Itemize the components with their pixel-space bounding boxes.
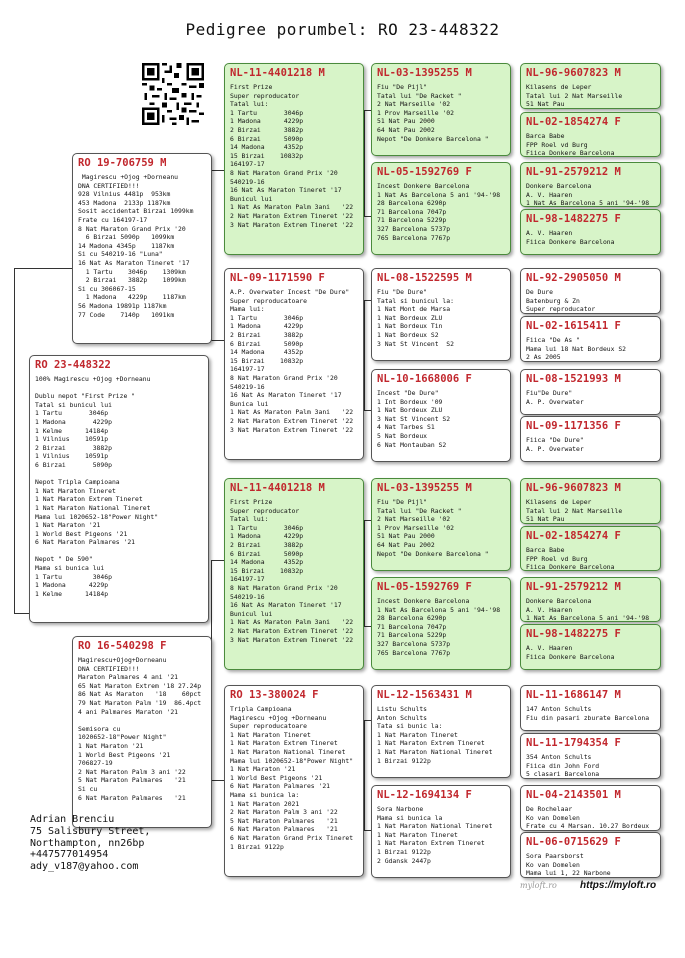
pigeon-card-mff	[371, 478, 511, 571]
ring-number: RO 23-448322	[35, 359, 111, 371]
pigeon-notes: De Rochelaar Ko van Domelen Frate cu 4 Marsan. 10.27 Bordeux	[526, 805, 650, 831]
pigeon-notes: Incest "De Dure" 1 Int Bordeux '09 1 Nat Bordeux ZLU 3 Nat St Vincent S2 4 Nat Tarbes S1 5 Nat Bordeux 6 Nat Montauban S2	[377, 389, 451, 449]
owner-contact: Adrian Brenciu 75 Salisbury Street, Northampton, nn26bp +447577014954 ady_v187@yahoo.com	[30, 814, 151, 873]
ring-number: NL-04-2143501 M	[526, 789, 621, 801]
ring-number: NL-09-1171356 F	[526, 420, 621, 432]
pigeon-notes: Kilasens de Leper Tatal lui 2 Nat Marseille 51 Nat Pau	[526, 83, 623, 109]
pigeon-card-g7	[520, 369, 661, 415]
pigeon-card-g9	[520, 478, 661, 524]
ring-number: RO 19-706759 M	[78, 157, 167, 169]
pigeon-notes: Incest Donkere Barcelona 1 Nat As Barcelona 5 ani '94-'98 28 Barcelona 6290p 71 Barcelona 7047p 71 Barcelona 5229p 327 Barcelona 5737p 765 Barcelona 7767p	[377, 182, 501, 242]
pigeon-card-subject	[29, 355, 209, 623]
ring-number: NL-91-2579212 M	[526, 581, 621, 593]
pigeon-notes: A.P. Overwater Incest "De Dure" Super reproducatoare Mama lui: 1 Tartu 3046p 1 Madona 4229p 2 Birzai 3882p 6 Birzai 5090p 14 Madona 4352p 15 Birzai 10832p 164197-17 8 Nat Maraton Grand Prix '20 540219-16 16 Nat As Maraton Tineret '17 Bunica lui 1 Nat As Maraton Palm 3ani '22 2 Nat Maraton Extrem Tineret '22 3 Nat Maraton Extrem Tineret '22	[230, 288, 354, 434]
pigeon-card-g10	[520, 526, 661, 571]
ring-number: NL-11-1686147 M	[526, 689, 621, 701]
pigeon-notes: Fiu"De Dure" A. P. Overwater	[526, 389, 584, 406]
ring-number: RO 16-540298 F	[78, 640, 167, 652]
ring-number: NL-11-1794354 F	[526, 737, 621, 749]
connector	[211, 780, 224, 781]
pigeon-notes: 147 Anton Schults Fiu din pasari zburate Barcelona	[526, 705, 650, 722]
pigeon-notes: First Prize Super reproducator Tatal lui: 1 Tartu 3046p 1 Madona 4229p 2 Birzai 3882p 6 Birzai 5090p 14 Madona 4352p 15 Birzai 10832p 164197-17 8 Nat Maraton Grand Prix '20 540219-16 16 Nat As Maraton Tineret '17 Bunicul lui 1 Nat As Maraton Palm 3ani '22 2 Nat Maraton Extrem Tineret '22 3 Nat Maraton Extrem Tineret '22	[230, 498, 354, 644]
pigeon-card-g11	[520, 577, 661, 622]
pigeon-notes: Barca Babe FPP Roel vd Burg Fiica Donkere Barcelona	[526, 546, 615, 571]
ring-number: NL-96-9607823 M	[526, 482, 621, 494]
pigeon-notes: Incest Donkere Barcelona 1 Nat As Barcelona 5 ani '94-'98 28 Barcelona 6290p 71 Barcelona 7047p 71 Barcelona 5229p 327 Barcelona 5737p 765 Barcelona 7767p	[377, 597, 501, 657]
pigeon-card-mother	[72, 636, 212, 828]
pigeon-card-mm	[224, 685, 364, 877]
ring-number: NL-11-4401218 M	[230, 482, 325, 494]
pigeon-notes: Fiica "De Dure" A. P. Overwater	[526, 436, 584, 453]
pigeon-card-g14	[520, 733, 661, 779]
connector	[364, 520, 365, 626]
ring-number: NL-98-1482275 F	[526, 628, 621, 640]
pigeon-notes: 100% Magirescu +Ojog +Dorneanu Dublu nepot "First Prize " Tatal si bunicul lui 1 Tartu 3046p 1 Madona 4229p 1 Kelme 14184p 1 Vilnius 10591p 2 Birzai 3882p 1 Vilnius 10591p 6 Birzai 5090p Nepot Tripla Campioana 1 Nat Maraton Tineret 1 Nat Maraton Extrem Tineret 1 Nat Maraton National Tineret Mama lui 1020652-18"Power Night" 1 Nat Maraton '21 1 World Best Pigeons '21 6 Nat Maraton Palmares '21 Nepot " De 590" Mama si bunica lui 1 Tartu 3046p 1 Madona 4229p 1 Kelme 14184p	[35, 375, 159, 598]
ring-number: NL-09-1171590 F	[230, 272, 325, 284]
pigeon-card-ff	[224, 63, 364, 255]
page-title: Pedigree porumbel: RO 23-448322	[185, 20, 500, 39]
pigeon-card-ffm	[371, 162, 511, 255]
pigeon-card-g4	[520, 209, 661, 255]
pigeon-card-g2	[520, 112, 661, 157]
ring-number: NL-96-9607823 M	[526, 67, 621, 79]
connector	[364, 720, 365, 830]
pigeon-notes: Kilasens de Leper Tatal lui 2 Nat Marseille 51 Nat Pau	[526, 498, 623, 524]
signature: myloft.ro	[520, 881, 557, 890]
ring-number: NL-02-1615411 F	[526, 320, 621, 332]
connector	[364, 830, 371, 831]
pigeon-notes: A. V. Haaren Fiica Donkere Barcelona	[526, 229, 615, 246]
pigeon-card-g1	[520, 63, 661, 109]
connector	[211, 560, 224, 561]
ring-number: NL-92-2905050 M	[526, 272, 621, 284]
ring-number: NL-12-1563431 M	[377, 689, 472, 701]
connector	[364, 110, 365, 216]
connector	[364, 300, 365, 410]
ring-number: NL-10-1668006 F	[377, 373, 472, 385]
pigeon-card-g12	[520, 624, 661, 670]
connector	[364, 300, 371, 301]
pigeon-notes: 354 Anton Schults Fiica din John Ford 5 clasari Barcelona	[526, 753, 600, 779]
ring-number: NL-91-2579212 M	[526, 166, 621, 178]
connector	[364, 110, 371, 111]
pigeon-notes: Tripla Campioana Magirescu +Ojog +Dorneanu Super reproducatoare 1 Nat Maraton Tineret 1 Nat Maraton Extrem Tineret 1 Nat Maraton National Tineret Mama lui 1020652-18"Power Night" 1 Nat Maraton '21 1 World Best Pigeons '21 6 Nat Maraton Palmares '21 Mama si bunica la: 1 Nat Maraton 2021 2 Nat Maraton Palm 3 ani '22 5 Nat Maraton Palmares '21 6 Nat Maraton Palmares '21 6 Nat Maraton Grand Prix Tineret 1 Birzai 9122p	[230, 705, 354, 851]
pigeon-notes: Fiu "De Pijl" Tatal lui "De Racket " 2 Nat Marseille '02 1 Prov Marseille '02 51 Nat Pau 2000 64 Nat Pau 2002 Nepot "De Donkere Barcelona "	[377, 498, 489, 558]
pigeon-card-g13	[520, 685, 661, 731]
pigeon-card-g5	[520, 268, 661, 314]
ring-number: NL-08-1522595 M	[377, 272, 472, 284]
connector	[364, 720, 371, 721]
ring-number: NL-08-1521993 M	[526, 373, 621, 385]
pigeon-card-g8	[520, 416, 661, 462]
connector	[364, 216, 371, 217]
ring-number: NL-06-0715629 F	[526, 836, 621, 848]
qr-code	[142, 63, 204, 125]
pigeon-card-mmf	[371, 685, 511, 778]
pigeon-notes: A. V. Haaren Fiica Donkere Barcelona	[526, 644, 615, 661]
pigeon-card-fmf	[371, 268, 511, 361]
pigeon-card-fff	[371, 63, 511, 156]
pigeon-card-g3	[520, 162, 661, 207]
ring-number: RO 13-380024 F	[230, 689, 319, 701]
pigeon-notes: Magirescu+Ojog+Dorneanu DNA CERTIFIED!!! Maraton Palmares 4 ani '21 65 Nat Maraton Extrem '18 27.24p 86 Nat As Maraton '18 60pct 79 Nat Maraton Palm '19 86.4pct 4 ani Palmares Maraton '21 Semisora cu 1020652-18"Power Night" 1 Nat Maraton '21 1 World Best Pigeons '21 706827-19 2 Nat Maraton Palm 3 ani '22 5 Nat Maraton Palmares '21 Si cu 6 Nat Maraton Palmares '21	[78, 656, 202, 802]
ring-number: NL-05-1592769 F	[377, 581, 472, 593]
pigeon-card-g16	[520, 832, 661, 878]
connector	[14, 268, 72, 269]
pigeon-notes: Barca Babe FPP Roel vd Burg Fiica Donkere Barcelona	[526, 132, 615, 157]
ring-number: NL-02-1854274 F	[526, 116, 621, 128]
pigeon-notes: Fiica "De As " Mama lui 18 Nat Bordeux S2 2 As 2005	[526, 336, 627, 362]
ring-number: NL-98-1482275 F	[526, 213, 621, 225]
ring-number: NL-03-1395255 M	[377, 67, 472, 79]
pigeon-notes: Donkere Barcelona A. V. Haaren 1 Nat As Barcelona 5 ani '94-'98	[526, 597, 650, 622]
pigeon-card-mfm	[371, 577, 511, 670]
ring-number: NL-12-1694134 F	[377, 789, 472, 801]
pigeon-card-fm	[224, 268, 364, 460]
connector	[364, 410, 371, 411]
ring-number: NL-03-1395255 M	[377, 482, 472, 494]
connector	[211, 170, 224, 171]
pigeon-card-mf	[224, 478, 364, 670]
pigeon-card-g6	[520, 316, 661, 362]
ring-number: NL-02-1854274 F	[526, 530, 621, 542]
pigeon-notes: Sora Paarsborst Ko van Domelen Mama lui 1, 22 Narbone	[526, 852, 611, 878]
connector	[211, 340, 224, 341]
pigeon-notes: Listu Schults Anton Schults Tata si bunic la: 1 Nat Maraton Tineret 1 Nat Maraton Extrem Tineret 1 Nat Maraton National Tineret 1 Birzai 9122p	[377, 705, 493, 765]
pigeon-notes: De Dure Batenburg & Zn Super reproducator	[526, 288, 596, 314]
ring-number: NL-11-4401218 M	[230, 67, 325, 79]
pigeon-card-fmm	[371, 369, 511, 462]
website-link[interactable]: https://myloft.ro	[580, 880, 657, 891]
pigeon-notes: First Prize Super reproducator Tatal lui: 1 Tartu 3046p 1 Madona 4229p 2 Birzai 3882p 6 Birzai 5090p 14 Madona 4352p 15 Birzai 10832p 164197-17 8 Nat Maraton Grand Prix '20 540219-16 16 Nat As Maraton Tineret '17 Bunicul lui 1 Nat As Maraton Palm 3ani '22 2 Nat Maraton Extrem Tineret '22 3 Nat Maraton Extrem Tineret '22	[230, 83, 354, 229]
connector	[14, 268, 15, 613]
pigeon-card-mmm	[371, 785, 511, 878]
pigeon-notes: Sora Narbone Mama si bunica la 1 Nat Maraton National Tineret 1 Nat Maraton Tineret 1 Nat Maraton Extrem Tineret 1 Birzai 9122p 2 Gdansk 2447p	[377, 805, 493, 865]
pigeon-card-g15	[520, 785, 661, 831]
pigeon-notes: Fiu "De Pijl" Tatal lui "De Racket " 2 Nat Marseille '02 1 Prov Marseille '02 51 Nat Pau 2000 64 Nat Pau 2002 Nepot "De Donkere Barcelona "	[377, 83, 489, 143]
pigeon-card-father	[72, 153, 212, 344]
pigeon-notes: Donkere Barcelona A. V. Haaren 1 Nat As Barcelona 5 ani '94-'98	[526, 182, 650, 207]
ring-number: NL-05-1592769 F	[377, 166, 472, 178]
connector	[364, 626, 371, 627]
pigeon-notes: Magirescu +Ojog +Dorneanu DNA CERTIFIED!!! 928 Vilnius 4481p 953km 453 Madona 2133p 1187km Sosit accidentat Birzai 1099km Frate cu 164197-17 8 Nat Maraton Grand Prix '20 6 Birzai 5090p 1099km 14 Madona 4345p 1187km Si cu 540219-16 "Luna" 16 Nat As Maraton Tineret '17 1 Tartu 3046p 1309km 2 Birzai 3882p 1099km Si cu 306067-15 1 Madona 4229p 1187km 56 Madona 19891p 1187km 77 Code 7140p 1091km	[78, 173, 194, 319]
connector	[364, 520, 371, 521]
pigeon-notes: Fiu "De Dure" Tatal si bunicul la: 1 Nat Mont de Marsa 1 Nat Bordeux ZLU 1 Nat Bordeux Tin 1 Nat Bordeux S2 3 Nat St Vincent S2	[377, 288, 454, 348]
